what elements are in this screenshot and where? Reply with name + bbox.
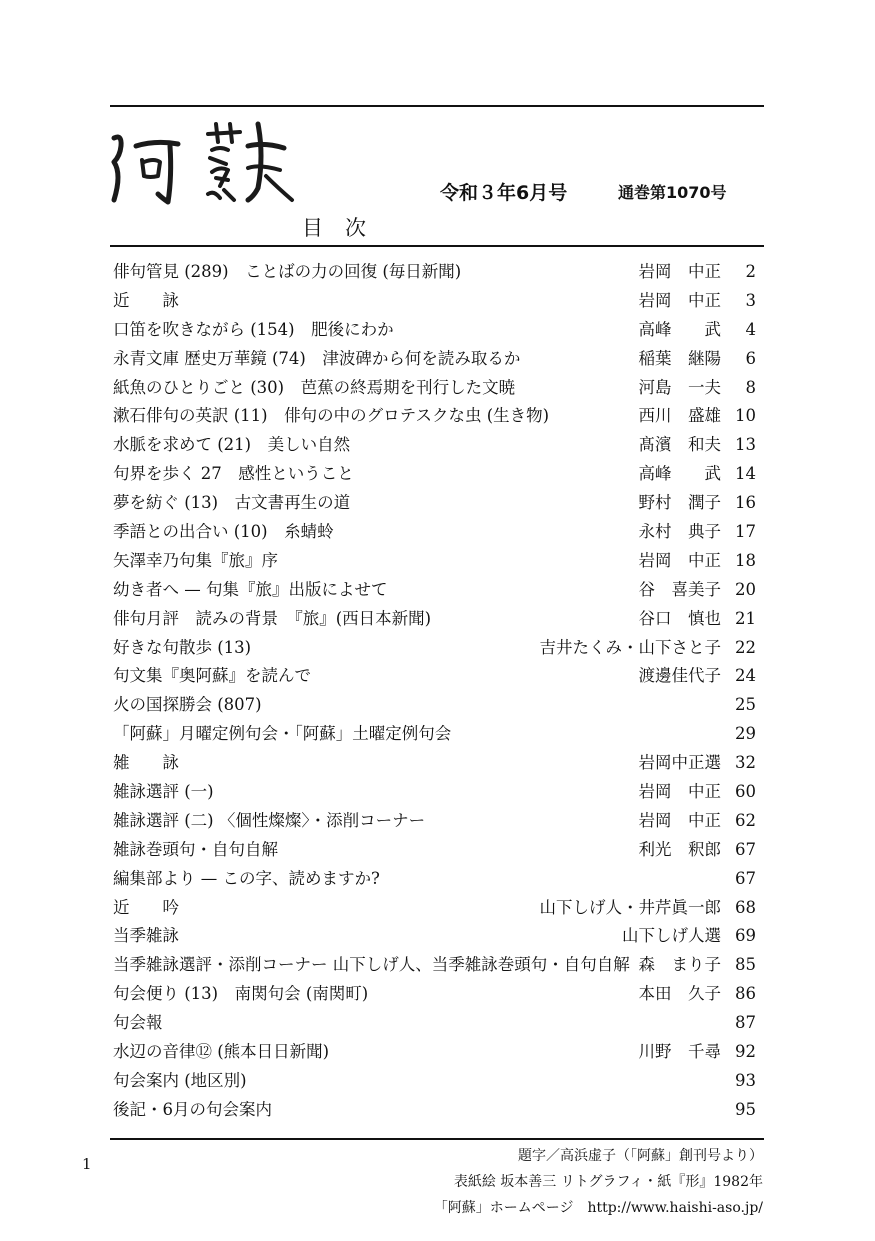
toc-entry-page: 8 bbox=[745, 377, 756, 397]
toc-entry[interactable] bbox=[113, 980, 761, 1009]
toc-entry[interactable] bbox=[113, 1096, 761, 1125]
toc-entry-title: 句文集『奥阿蘇』を読んで bbox=[113, 666, 311, 686]
toc-entry-page: 17 bbox=[735, 522, 756, 542]
toc-entry-title: 水辺の音律⑫ (熊本日日新聞) bbox=[113, 1042, 330, 1062]
toc-entry-page: 25 bbox=[735, 695, 756, 715]
toc-entry[interactable] bbox=[113, 662, 761, 691]
toc-entry[interactable] bbox=[113, 576, 761, 605]
toc-entry[interactable] bbox=[113, 402, 761, 431]
toc-entry-title: 近 詠 bbox=[113, 290, 179, 310]
toc-entry-title: 夢を紡ぐ (13) 古文書再生の道 bbox=[113, 493, 351, 513]
toc-entry-author: 高峰 武 bbox=[638, 464, 721, 484]
toc-entry-page: 20 bbox=[735, 579, 756, 599]
title-credit: 題字／高浜虚子（「阿蘇」創刊号より） bbox=[518, 1148, 763, 1164]
toc-entry-author: 稲葉 継陽 bbox=[638, 348, 721, 368]
toc-entry-page: 86 bbox=[735, 984, 756, 1004]
toc-entry-page: 67 bbox=[735, 868, 756, 888]
toc-entry-author: 高峰 武 bbox=[638, 319, 721, 339]
toc-entry-title: 漱石俳句の英訳 (11) 俳句の中のグロテスクな虫 (生き物) bbox=[113, 406, 550, 426]
toc-entry[interactable] bbox=[113, 605, 761, 634]
toc-entry-page: 10 bbox=[735, 406, 756, 426]
toc-entry[interactable] bbox=[113, 634, 761, 663]
toc-entry-page: 18 bbox=[735, 550, 756, 570]
toc-entry-title: 編集部より — この字、読めますか? bbox=[113, 868, 380, 888]
toc-entry-author: 利光 釈郎 bbox=[638, 839, 721, 859]
cover-credit: 表紙絵 坂本善三 リトグラフィ・紙『形』1982年 bbox=[453, 1174, 763, 1190]
toc-entry-page: 68 bbox=[735, 897, 756, 917]
toc-entry-page: 92 bbox=[735, 1042, 756, 1062]
toc-entry-title: 後記・6月の句会案内 bbox=[113, 1099, 272, 1119]
toc-entry-title: 俳句管見 (289) ことばの力の回復 (毎日新聞) bbox=[113, 262, 462, 281]
toc-entry-title: 幼き者へ — 句集『旅』出版によせて bbox=[113, 579, 388, 599]
aso-calligraphy-logo bbox=[108, 116, 298, 212]
toc-entry[interactable] bbox=[113, 518, 761, 547]
toc-entry-title: 雑詠選評 (二) 〈個性燦燦〉・添削コーナー bbox=[113, 810, 426, 830]
toc-entry-author: 川野 千尋 bbox=[638, 1042, 721, 1062]
toc-entry-author: 森 まり子 bbox=[638, 955, 721, 975]
toc-top-rule bbox=[110, 245, 764, 247]
toc-entry-page: 67 bbox=[735, 839, 756, 859]
toc-entry-title: 永青文庫 歴史万華鏡 (74) 津波碑から何を読み取るか bbox=[113, 348, 521, 368]
toc-entry-title: 雑 詠 bbox=[113, 753, 179, 773]
toc-entry[interactable] bbox=[113, 316, 761, 345]
toc-entry-author: 西川 盛雄 bbox=[638, 406, 721, 426]
toc-entry-author: 吉井たくみ・山下さと子 bbox=[539, 637, 721, 657]
credits bbox=[434, 1143, 763, 1221]
toc-entry[interactable] bbox=[113, 431, 761, 460]
toc-entry[interactable] bbox=[113, 1038, 761, 1067]
toc-entry-page: 13 bbox=[735, 435, 756, 455]
volume-number: 通巻第1070号 bbox=[618, 183, 727, 202]
toc-entry[interactable] bbox=[113, 778, 761, 807]
toc-entry[interactable] bbox=[113, 1009, 761, 1038]
toc-entry-title: 矢澤幸乃句集『旅』序 bbox=[113, 550, 278, 570]
toc-entry[interactable] bbox=[113, 345, 761, 374]
toc-entry[interactable] bbox=[113, 720, 761, 749]
toc-entry-title: 火の国探勝会 (807) bbox=[113, 695, 262, 715]
toc-entry[interactable] bbox=[113, 489, 761, 518]
toc-entry[interactable] bbox=[113, 460, 761, 489]
toc-entry-page: 2 bbox=[745, 262, 756, 281]
top-rule bbox=[110, 105, 764, 107]
page-number: 1 bbox=[82, 1155, 92, 1173]
toc-entry-title: 季語との出合い (10) 糸蜻蛉 bbox=[113, 522, 334, 542]
toc-entry-page: 24 bbox=[735, 666, 756, 686]
toc-entry-title: 口笛を吹きながら (154) 肥後にわか bbox=[113, 319, 394, 339]
toc-entry-page: 29 bbox=[735, 724, 756, 744]
toc-entry[interactable] bbox=[113, 836, 761, 865]
toc-entry-page: 16 bbox=[735, 493, 756, 513]
toc-entry-page: 21 bbox=[735, 608, 756, 628]
toc-entry[interactable] bbox=[113, 1067, 761, 1096]
toc-entry[interactable] bbox=[113, 258, 761, 287]
toc-entry-author: 山下しげ人選 bbox=[622, 926, 721, 946]
toc-entry[interactable] bbox=[113, 374, 761, 403]
toc-entry-title: 近 吟 bbox=[113, 897, 179, 917]
toc-entry[interactable] bbox=[113, 749, 761, 778]
toc-entry-page: 60 bbox=[735, 782, 756, 802]
toc-entry-page: 22 bbox=[735, 637, 756, 657]
toc-entry-title: 句会報 bbox=[113, 1013, 163, 1033]
toc-entry-title: 俳句月評 読みの背景 『旅』(西日本新聞) bbox=[113, 608, 432, 628]
toc-entry-author: 岩岡 中正 bbox=[638, 262, 721, 281]
toc-entry[interactable] bbox=[113, 922, 761, 951]
toc-entry-page: 6 bbox=[745, 348, 756, 368]
toc-entry-page: 95 bbox=[735, 1099, 756, 1119]
toc-entry-author: 山下しげ人・井芹眞一郎 bbox=[539, 897, 721, 917]
toc-entry-title: 雑詠選評 (一) bbox=[113, 782, 214, 802]
toc-entry-page: 62 bbox=[735, 810, 756, 830]
toc-entry-author: 岩岡中正選 bbox=[638, 753, 721, 773]
toc-entry-author: 谷 喜美子 bbox=[638, 579, 721, 599]
toc-entry[interactable] bbox=[113, 865, 761, 894]
issue-date: 令和３年6月号 bbox=[440, 182, 568, 204]
toc-entry-page: 87 bbox=[735, 1013, 756, 1033]
toc-heading: 目次 bbox=[302, 216, 388, 240]
table-of-contents bbox=[113, 258, 761, 1125]
toc-entry-author: 野村 潤子 bbox=[638, 493, 721, 513]
toc-entry-author: 河島 一夫 bbox=[638, 377, 721, 397]
toc-entry-title: 水脈を求めて (21) 美しい自然 bbox=[113, 435, 351, 455]
toc-entry-page: 14 bbox=[735, 464, 756, 484]
footer-rule bbox=[110, 1138, 764, 1140]
toc-entry-author: 岩岡 中正 bbox=[638, 782, 721, 802]
toc-entry-title: 句界を歩く 27 感性ということ bbox=[113, 464, 354, 484]
toc-entry-page: 32 bbox=[735, 753, 756, 773]
toc-entry-author: 岩岡 中正 bbox=[638, 290, 721, 310]
homepage-link[interactable]: 「阿蘇」ホームページ http://www.haishi-aso.jp/ bbox=[433, 1200, 763, 1216]
toc-entry-title: 当季雑詠 bbox=[113, 926, 179, 946]
toc-entry-page: 69 bbox=[735, 926, 756, 946]
toc-entry-title: 「阿蘇」月曜定例句会・「阿蘇」土曜定例句会 bbox=[113, 724, 452, 744]
toc-entry[interactable] bbox=[113, 807, 761, 836]
toc-entry-page: 93 bbox=[735, 1070, 756, 1090]
toc-entry-author: 岩岡 中正 bbox=[638, 550, 721, 570]
toc-entry[interactable] bbox=[113, 691, 761, 720]
toc-entry-author: 谷口 慎也 bbox=[638, 608, 721, 628]
toc-entry-author: 岩岡 中正 bbox=[638, 810, 721, 830]
toc-entry-title: 句会便り (13) 南関句会 (南関町) bbox=[113, 984, 369, 1004]
toc-entry-author: 永村 典子 bbox=[638, 522, 721, 542]
toc-entry-page: 85 bbox=[735, 955, 756, 975]
toc-entry-page: 3 bbox=[745, 290, 756, 310]
toc-entry-page: 4 bbox=[745, 319, 756, 339]
toc-entry[interactable] bbox=[113, 951, 761, 980]
toc-entry-title: 当季雑詠選評・添削コーナー 山下しげ人、当季雑詠巻頭句・自句自解 bbox=[113, 955, 630, 975]
toc-entry[interactable] bbox=[113, 287, 761, 316]
toc-entry-author: 髙濱 和夫 bbox=[638, 435, 721, 455]
toc-entry[interactable] bbox=[113, 547, 761, 576]
toc-entry-title: 雑詠巻頭句・自句自解 bbox=[113, 839, 278, 859]
toc-entry-title: 句会案内 (地区別) bbox=[113, 1070, 247, 1090]
toc-entry-title: 好きな句散歩 (13) bbox=[113, 637, 252, 657]
toc-entry-author: 渡邊佳代子 bbox=[638, 666, 721, 686]
toc-entry-author: 本田 久子 bbox=[638, 984, 721, 1004]
toc-entry[interactable] bbox=[113, 894, 761, 923]
toc-entry-title: 紙魚のひとりごと (30) 芭蕉の終焉期を刊行した文暁 bbox=[113, 377, 516, 397]
